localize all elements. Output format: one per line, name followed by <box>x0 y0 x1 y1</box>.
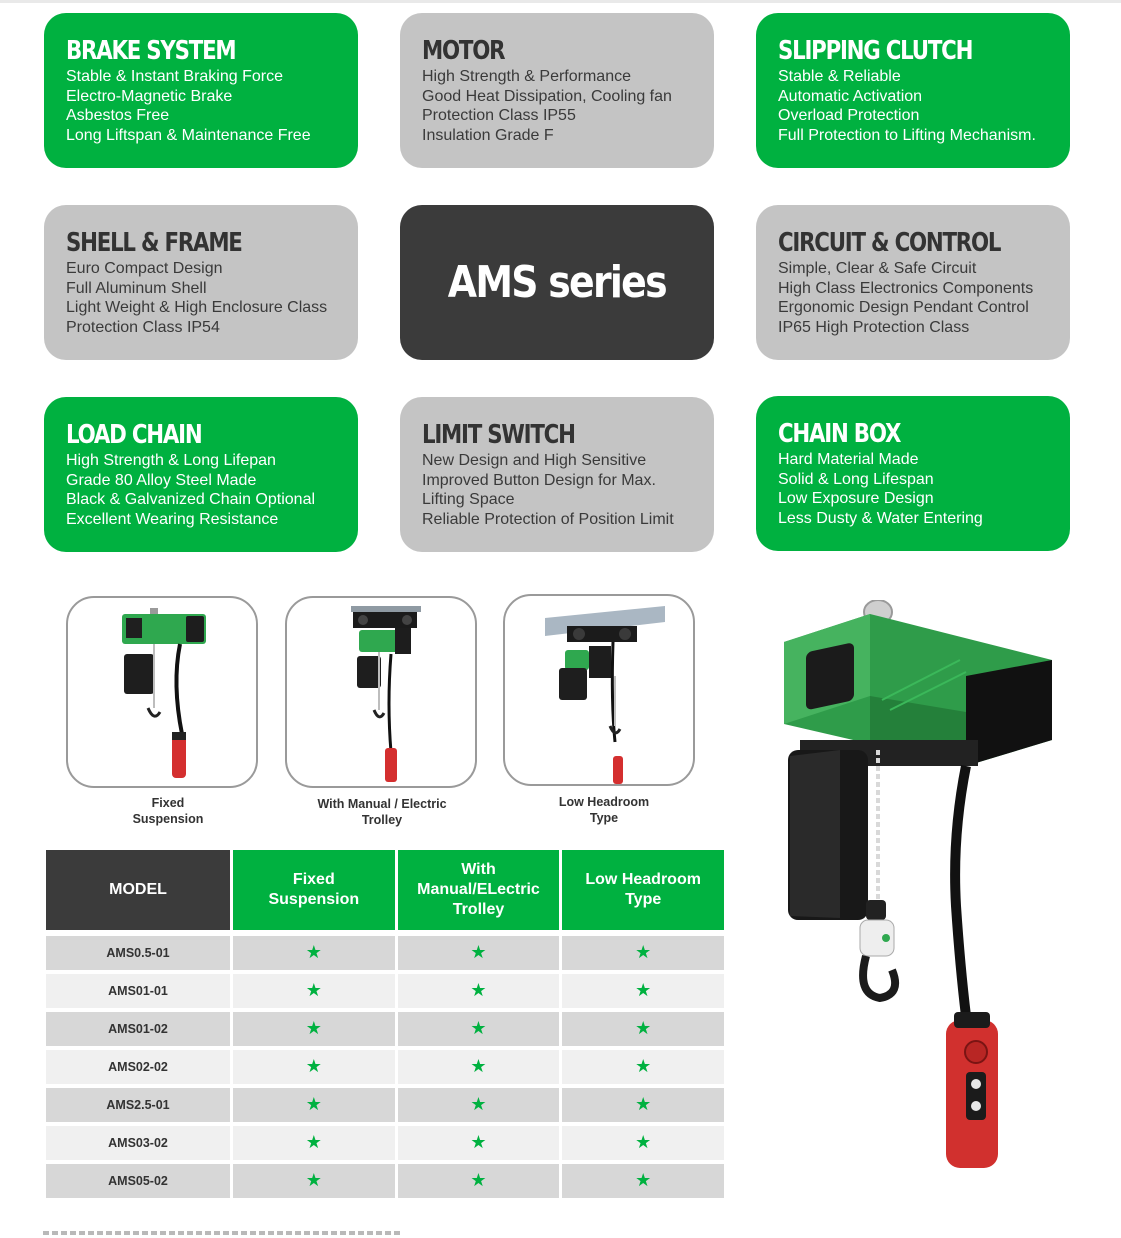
star-icon: ★ <box>470 1094 487 1114</box>
card-title: CIRCUIT & CONTROL <box>778 228 1001 258</box>
table-row <box>46 1088 724 1126</box>
card-line: High Class Electronics Components <box>778 279 1034 297</box>
card-line: High Strength & Long Lifepan <box>66 452 276 469</box>
card-lines <box>66 451 336 529</box>
header-line: MODEL <box>109 881 167 898</box>
model-name: AMS2.5-01 <box>106 1098 170 1112</box>
card-line: Good Heat Dissipation, Cooling fan <box>422 87 672 105</box>
card-line: Light Weight & High Enclosure Class <box>66 299 328 316</box>
card-title: CHAIN BOX <box>778 419 901 449</box>
star-icon: ★ <box>470 1018 487 1038</box>
header-line: Manual/ELectric <box>417 881 540 898</box>
feature-card-circuit-control <box>756 205 1070 360</box>
card-lines <box>778 259 1048 337</box>
table-row <box>46 1050 724 1088</box>
caption-line: With Manual / Electric <box>317 797 447 811</box>
card-lines <box>66 67 336 145</box>
card-line: Protection Class IP55 <box>422 107 576 124</box>
card-line: Asbestos Free <box>66 107 170 124</box>
star-icon: ★ <box>635 980 652 1000</box>
card-line: Excellent Wearing Resistance <box>66 510 279 528</box>
card-line: Full Aluminum Shell <box>66 279 207 297</box>
star-icon: ★ <box>305 1170 322 1190</box>
star-icon: ★ <box>305 1094 322 1114</box>
star-icon: ★ <box>305 942 322 962</box>
header-line: Low Headroom <box>585 871 701 888</box>
card-line: IP65 High Protection Class <box>778 318 970 336</box>
series-card <box>400 205 714 360</box>
hoist-main-image <box>770 600 1070 1180</box>
card-title: SHELL & FRAME <box>66 228 242 258</box>
card-title: LIMIT SWITCH <box>422 420 575 450</box>
star-icon: ★ <box>470 1170 487 1190</box>
star-icon: ★ <box>635 1094 652 1114</box>
hoist-trolley-icon <box>287 598 477 788</box>
card-line: Automatic Activation <box>778 87 923 105</box>
feature-card-brake-system <box>44 13 358 168</box>
card-line: Long Liftspan & Maintenance Free <box>66 126 311 144</box>
caption-line: Trolley <box>361 813 403 827</box>
card-line: Hard Material Made <box>778 451 919 468</box>
header-line: With <box>461 861 496 878</box>
card-line: New Design and High Sensitive <box>422 452 647 469</box>
header-line: Suspension <box>268 891 360 908</box>
card-line: Stable & Instant Braking Force <box>66 68 283 85</box>
card-lines <box>66 259 336 337</box>
feature-card-slipping-clutch <box>756 13 1070 168</box>
star-icon: ★ <box>305 1132 322 1152</box>
table-row <box>46 1126 724 1164</box>
feature-card-shell-frame <box>44 205 358 360</box>
table-row <box>46 1012 724 1050</box>
card-line: Improved Button Design for Max. <box>422 471 656 489</box>
star-icon: ★ <box>305 980 322 1000</box>
caption-line: Low Headroom <box>558 795 650 809</box>
thumb-trolley <box>285 596 477 788</box>
star-icon: ★ <box>635 1132 652 1152</box>
card-lines <box>422 451 692 529</box>
card-title: SLIPPING CLUTCH <box>778 36 973 66</box>
star-icon: ★ <box>635 1056 652 1076</box>
caption-trolley <box>282 796 482 828</box>
card-line: Electro-Magnetic Brake <box>66 87 233 105</box>
models-table <box>43 850 727 1202</box>
card-line: Full Protection to Lifting Mechanism. <box>778 126 1036 144</box>
feature-card-chain-box <box>756 396 1070 551</box>
header-line: Fixed <box>292 871 335 888</box>
model-name: AMS05-02 <box>108 1174 168 1188</box>
card-title: MOTOR <box>422 36 505 66</box>
header-low-headroom <box>562 850 724 930</box>
card-line: Low Exposure Design <box>778 490 934 507</box>
header-trolley <box>398 850 560 930</box>
card-line: Overload Protection <box>778 107 920 124</box>
feature-card-load-chain <box>44 397 358 552</box>
caption-line: Fixed <box>151 796 185 810</box>
model-name: AMS01-01 <box>108 984 168 998</box>
model-name: AMS01-02 <box>108 1022 168 1036</box>
table-row <box>46 974 724 1012</box>
model-name: AMS03-02 <box>108 1136 168 1150</box>
hoist-fixed-icon <box>68 598 258 788</box>
card-lines <box>778 450 1048 528</box>
table-row <box>46 1164 724 1202</box>
model-name: AMS0.5-01 <box>106 946 170 960</box>
caption-line: Suspension <box>132 812 204 826</box>
caption-line: Type <box>589 811 619 825</box>
caption-fixed-suspension <box>68 795 268 827</box>
thumb-low-headroom <box>503 594 695 786</box>
thumb-fixed-suspension <box>66 596 258 788</box>
card-title: LOAD CHAIN <box>66 420 202 450</box>
card-line: Ergonomic Design Pendant Control <box>778 299 1029 316</box>
card-line: Grade 80 Alloy Steel Made <box>66 471 257 489</box>
card-line: Solid & Long Lifespan <box>778 470 934 488</box>
card-line: Simple, Clear & Safe Circuit <box>778 260 977 277</box>
header-line: Type <box>625 891 662 908</box>
feature-card-motor <box>400 13 714 168</box>
header-line: Trolley <box>452 901 505 918</box>
feature-card-limit-switch <box>400 397 714 552</box>
card-line: Euro Compact Design <box>66 260 223 277</box>
card-title: BRAKE SYSTEM <box>66 36 236 66</box>
star-icon: ★ <box>635 1170 652 1190</box>
model-name: AMS02-02 <box>108 1060 168 1074</box>
star-icon: ★ <box>470 942 487 962</box>
card-lines <box>422 67 692 145</box>
star-icon: ★ <box>635 942 652 962</box>
card-line: Lifting Space <box>422 491 515 508</box>
star-icon: ★ <box>635 1018 652 1038</box>
card-line: Reliable Protection of Position Limit <box>422 510 674 528</box>
table-header-row <box>46 850 724 930</box>
star-icon: ★ <box>305 1056 322 1076</box>
star-icon: ★ <box>470 1056 487 1076</box>
footnote-cutoff <box>43 1231 403 1235</box>
hoist-low-headroom-icon <box>505 596 695 786</box>
card-line: Insulation Grade F <box>422 126 554 144</box>
card-line: Less Dusty & Water Entering <box>778 509 983 527</box>
caption-low-headroom <box>504 794 704 826</box>
card-line: High Strength & Performance <box>422 68 631 85</box>
table-row <box>46 936 724 974</box>
star-icon: ★ <box>470 1132 487 1152</box>
series-title: AMS series <box>447 257 667 308</box>
header-model <box>46 850 230 930</box>
top-rule <box>0 0 1121 3</box>
card-lines <box>778 67 1048 145</box>
star-icon: ★ <box>305 1018 322 1038</box>
card-line: Black & Galvanized Chain Optional <box>66 491 316 508</box>
card-line: Protection Class IP54 <box>66 318 220 336</box>
card-line: Stable & Reliable <box>778 68 901 85</box>
header-fixed-suspension <box>233 850 395 930</box>
star-icon: ★ <box>470 980 487 1000</box>
